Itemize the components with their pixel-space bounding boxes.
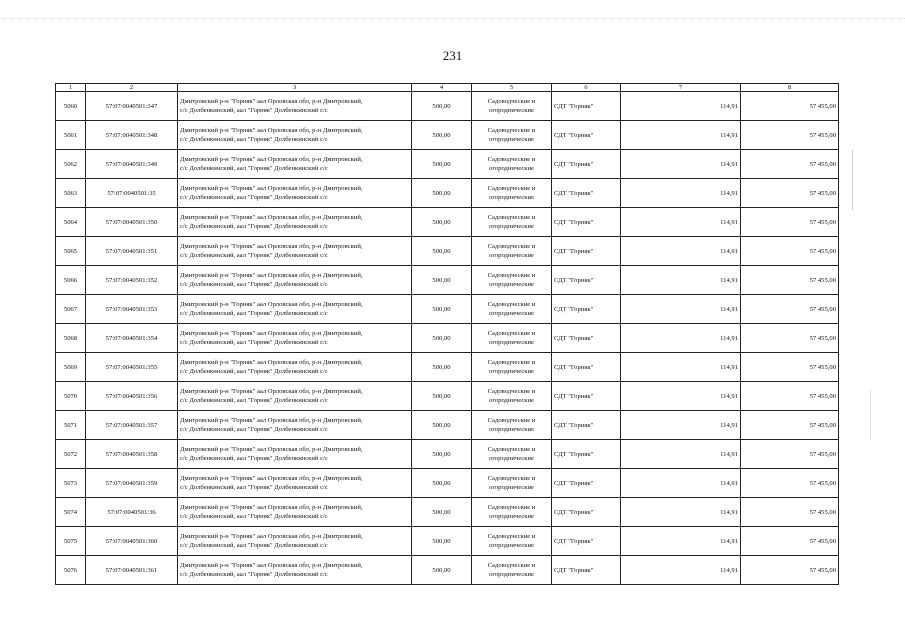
land-use-category-line1: Садоводческие и bbox=[487, 562, 536, 569]
land-use-category-line2: огороднические bbox=[489, 310, 534, 317]
plot-address bbox=[178, 150, 412, 179]
plot-address-line2: с/с Долбенкинский, аал "Горняк" Долбенкинский с/с bbox=[180, 513, 328, 520]
plot-address-line2: с/с Долбенкинский, аал "Горняк" Долбенкинский с/с bbox=[180, 107, 328, 114]
cadastral-number: 57:07:0040501:350 bbox=[86, 208, 178, 237]
record-number: 5062 bbox=[56, 150, 86, 179]
plot-area: 500,00 bbox=[412, 237, 472, 266]
land-use-category-line1: Садоводческие и bbox=[487, 330, 536, 337]
table-row bbox=[56, 353, 839, 382]
owner-name: СДТ "Горняк" bbox=[552, 295, 621, 324]
cadastral-value: 57 455,00 bbox=[741, 556, 839, 585]
cadastral-number: 57:07:0040501:355 bbox=[86, 353, 178, 382]
record-number: 5068 bbox=[56, 324, 86, 353]
scan-artifact-line bbox=[0, 18, 905, 23]
land-use-category-line1: Садоводческие и bbox=[487, 504, 536, 511]
table-row bbox=[56, 237, 839, 266]
record-number: 5067 bbox=[56, 295, 86, 324]
land-use-category bbox=[472, 440, 552, 469]
scan-artifact-mark bbox=[852, 150, 853, 210]
plot-address-line2: с/с Долбенкинский, аал "Горняк" Долбенкинский с/с bbox=[180, 310, 328, 317]
record-number: 5076 bbox=[56, 556, 86, 585]
cadastral-number: 57:07:0040501:356 bbox=[86, 382, 178, 411]
land-plot-table bbox=[55, 83, 839, 585]
plot-address bbox=[178, 92, 412, 121]
land-use-category-line1: Садоводческие и bbox=[487, 417, 536, 424]
plot-address bbox=[178, 556, 412, 585]
plot-area: 500,00 bbox=[412, 121, 472, 150]
plot-address-line1: Дмитровский р-н "Горняк" аал Орловская обл, р-н Дмитровский, bbox=[180, 417, 363, 424]
table-row bbox=[56, 92, 839, 121]
land-use-category-line1: Садоводческие и bbox=[487, 359, 536, 366]
owner-name: СДТ "Горняк" bbox=[552, 440, 621, 469]
cadastral-number: 57:07:0040501:357 bbox=[86, 411, 178, 440]
unit-price: 114,91 bbox=[621, 469, 741, 498]
owner-name: СДТ "Горняк" bbox=[552, 237, 621, 266]
plot-address-line2: с/с Долбенкинский, аал "Горняк" Долбенкинский с/с bbox=[180, 426, 328, 433]
table-row bbox=[56, 527, 839, 556]
land-use-category-line2: огороднические bbox=[489, 397, 534, 404]
record-number: 5072 bbox=[56, 440, 86, 469]
cadastral-number: 57:07:0040501:353 bbox=[86, 295, 178, 324]
owner-name: СДТ "Горняк" bbox=[552, 121, 621, 150]
land-use-category-line2: огороднические bbox=[489, 455, 534, 462]
plot-address-line1: Дмитровский р-н "Горняк" аал Орловская обл, р-н Дмитровский, bbox=[180, 127, 363, 134]
land-use-category-line1: Садоводческие и bbox=[487, 185, 536, 192]
table-body bbox=[56, 92, 839, 585]
owner-name: СДТ "Горняк" bbox=[552, 266, 621, 295]
plot-address-line2: с/с Долбенкинский, аал "Горняк" Долбенкинский с/с bbox=[180, 484, 328, 491]
plot-address-line1: Дмитровский р-н "Горняк" аал Орловская обл, р-н Дмитровский, bbox=[180, 446, 363, 453]
header-col-2: 2 bbox=[86, 84, 178, 92]
plot-area: 500,00 bbox=[412, 469, 472, 498]
plot-address bbox=[178, 382, 412, 411]
owner-name: СДТ "Горняк" bbox=[552, 498, 621, 527]
record-number: 5071 bbox=[56, 411, 86, 440]
plot-address-line2: с/с Долбенкинский, аал "Горняк" Долбенкинский с/с bbox=[180, 455, 328, 462]
land-use-category-line1: Садоводческие и bbox=[487, 98, 536, 105]
land-use-category-line2: огороднические bbox=[489, 368, 534, 375]
land-use-category-line2: огороднические bbox=[489, 165, 534, 172]
record-number: 5064 bbox=[56, 208, 86, 237]
land-use-category-line2: огороднические bbox=[489, 252, 534, 259]
land-use-category bbox=[472, 556, 552, 585]
plot-address-line2: с/с Долбенкинский, аал "Горняк" Долбенкинский с/с bbox=[180, 368, 328, 375]
plot-address bbox=[178, 208, 412, 237]
plot-area: 500,00 bbox=[412, 353, 472, 382]
plot-address bbox=[178, 266, 412, 295]
unit-price: 114,91 bbox=[621, 266, 741, 295]
plot-area: 500,00 bbox=[412, 295, 472, 324]
table-row bbox=[56, 324, 839, 353]
table-row bbox=[56, 411, 839, 440]
land-use-category bbox=[472, 324, 552, 353]
cadastral-value: 57 455,00 bbox=[741, 469, 839, 498]
plot-area: 500,00 bbox=[412, 382, 472, 411]
table-row bbox=[56, 121, 839, 150]
plot-address-line1: Дмитровский р-н "Горняк" аал Орловская обл, р-н Дмитровский, bbox=[180, 388, 363, 395]
plot-address-line2: с/с Долбенкинский, аал "Горняк" Долбенкинский с/с bbox=[180, 571, 328, 578]
unit-price: 114,91 bbox=[621, 498, 741, 527]
plot-address-line1: Дмитровский р-н "Горняк" аал Орловская обл, р-н Дмитровский, bbox=[180, 214, 363, 221]
land-use-category bbox=[472, 469, 552, 498]
cadastral-value: 57 455,00 bbox=[741, 237, 839, 266]
plot-address bbox=[178, 179, 412, 208]
unit-price: 114,91 bbox=[621, 295, 741, 324]
cadastral-number: 57:07:0040501:348 bbox=[86, 121, 178, 150]
table-row bbox=[56, 498, 839, 527]
table-row bbox=[56, 556, 839, 585]
unit-price: 114,91 bbox=[621, 527, 741, 556]
owner-name: СДТ "Горняк" bbox=[552, 179, 621, 208]
land-use-category-line2: огороднические bbox=[489, 136, 534, 143]
plot-area: 500,00 bbox=[412, 179, 472, 208]
plot-address bbox=[178, 237, 412, 266]
plot-area: 500,00 bbox=[412, 411, 472, 440]
cadastral-value: 57 455,00 bbox=[741, 266, 839, 295]
cadastral-value: 57 455,00 bbox=[741, 527, 839, 556]
cadastral-value: 57 455,00 bbox=[741, 498, 839, 527]
cadastral-number: 57:07:0040501:359 bbox=[86, 469, 178, 498]
plot-address bbox=[178, 353, 412, 382]
plot-address-line2: с/с Долбенкинский, аал "Горняк" Долбенкинский с/с bbox=[180, 397, 328, 404]
plot-address-line1: Дмитровский р-н "Горняк" аал Орловская обл, р-н Дмитровский, bbox=[180, 272, 363, 279]
plot-address-line1: Дмитровский р-н "Горняк" аал Орловская обл, р-н Дмитровский, bbox=[180, 185, 363, 192]
plot-area: 500,00 bbox=[412, 150, 472, 179]
owner-name: СДТ "Горняк" bbox=[552, 556, 621, 585]
land-use-category-line1: Садоводческие и bbox=[487, 243, 536, 250]
header-col-4: 4 bbox=[412, 84, 472, 92]
land-use-category bbox=[472, 382, 552, 411]
table-row bbox=[56, 150, 839, 179]
unit-price: 114,91 bbox=[621, 237, 741, 266]
plot-address-line2: с/с Долбенкинский, аал "Горняк" Долбенкинский с/с bbox=[180, 223, 328, 230]
plot-area: 500,00 bbox=[412, 498, 472, 527]
cadastral-number: 57:07:0040501:360 bbox=[86, 527, 178, 556]
land-use-category-line1: Садоводческие и bbox=[487, 388, 536, 395]
record-number: 5073 bbox=[56, 469, 86, 498]
record-number: 5061 bbox=[56, 121, 86, 150]
land-use-category bbox=[472, 353, 552, 382]
cadastral-value: 57 455,00 bbox=[741, 382, 839, 411]
table-row bbox=[56, 440, 839, 469]
owner-name: СДТ "Горняк" bbox=[552, 353, 621, 382]
cadastral-number: 57:07:0040501:347 bbox=[86, 92, 178, 121]
cadastral-value: 57 455,00 bbox=[741, 179, 839, 208]
unit-price: 114,91 bbox=[621, 440, 741, 469]
record-number: 5070 bbox=[56, 382, 86, 411]
cadastral-value: 57 455,00 bbox=[741, 324, 839, 353]
land-use-category-line2: огороднические bbox=[489, 426, 534, 433]
cadastral-value: 57 455,00 bbox=[741, 353, 839, 382]
unit-price: 114,91 bbox=[621, 556, 741, 585]
owner-name: СДТ "Горняк" bbox=[552, 92, 621, 121]
header-col-5: 5 bbox=[472, 84, 552, 92]
cadastral-number: 57:07:0040501:349 bbox=[86, 150, 178, 179]
unit-price: 114,91 bbox=[621, 324, 741, 353]
header-col-1: 1 bbox=[56, 84, 86, 92]
land-use-category bbox=[472, 92, 552, 121]
land-use-category-line2: огороднические bbox=[489, 513, 534, 520]
land-use-category bbox=[472, 208, 552, 237]
land-use-category bbox=[472, 237, 552, 266]
plot-area: 500,00 bbox=[412, 324, 472, 353]
plot-address-line1: Дмитровский р-н "Горняк" аал Орловская обл, р-н Дмитровский, bbox=[180, 562, 363, 569]
header-row bbox=[56, 84, 839, 92]
plot-area: 500,00 bbox=[412, 527, 472, 556]
plot-address-line2: с/с Долбенкинский, аал "Горняк" Долбенкинский с/с bbox=[180, 252, 328, 259]
unit-price: 114,91 bbox=[621, 208, 741, 237]
plot-address-line1: Дмитровский р-н "Горняк" аал Орловская обл, р-н Дмитровский, bbox=[180, 330, 363, 337]
header-col-7: 7 bbox=[621, 84, 741, 92]
header-col-6: 6 bbox=[552, 84, 621, 92]
land-use-category-line2: огороднические bbox=[489, 281, 534, 288]
land-use-category-line1: Садоводческие и bbox=[487, 301, 536, 308]
plot-address bbox=[178, 527, 412, 556]
unit-price: 114,91 bbox=[621, 179, 741, 208]
cadastral-value: 57 455,00 bbox=[741, 295, 839, 324]
owner-name: СДТ "Горняк" bbox=[552, 324, 621, 353]
land-use-category-line1: Садоводческие и bbox=[487, 533, 536, 540]
plot-area: 500,00 bbox=[412, 266, 472, 295]
record-number: 5065 bbox=[56, 237, 86, 266]
record-number: 5075 bbox=[56, 527, 86, 556]
plot-area: 500,00 bbox=[412, 92, 472, 121]
cadastral-value: 57 455,00 bbox=[741, 411, 839, 440]
land-use-category bbox=[472, 498, 552, 527]
plot-address bbox=[178, 121, 412, 150]
owner-name: СДТ "Горняк" bbox=[552, 411, 621, 440]
plot-address-line2: с/с Долбенкинский, аал "Горняк" Долбенкинский с/с bbox=[180, 165, 328, 172]
land-use-category-line1: Садоводческие и bbox=[487, 156, 536, 163]
unit-price: 114,91 bbox=[621, 382, 741, 411]
owner-name: СДТ "Горняк" bbox=[552, 150, 621, 179]
plot-address-line1: Дмитровский р-н "Горняк" аал Орловская обл, р-н Дмитровский, bbox=[180, 243, 363, 250]
land-use-category-line2: огороднические bbox=[489, 107, 534, 114]
cadastral-value: 57 455,00 bbox=[741, 150, 839, 179]
land-use-category bbox=[472, 411, 552, 440]
cadastral-value: 57 455,00 bbox=[741, 121, 839, 150]
plot-area: 500,00 bbox=[412, 440, 472, 469]
record-number: 5074 bbox=[56, 498, 86, 527]
unit-price: 114,91 bbox=[621, 121, 741, 150]
plot-area: 500,00 bbox=[412, 556, 472, 585]
owner-name: СДТ "Горняк" bbox=[552, 527, 621, 556]
scan-artifact-mark bbox=[870, 390, 871, 440]
land-use-category-line1: Садоводческие и bbox=[487, 446, 536, 453]
plot-address-line2: с/с Долбенкинский, аал "Горняк" Долбенкинский с/с bbox=[180, 542, 328, 549]
unit-price: 114,91 bbox=[621, 353, 741, 382]
plot-address-line2: с/с Долбенкинский, аал "Горняк" Долбенкинский с/с bbox=[180, 281, 328, 288]
plot-address-line1: Дмитровский р-н "Горняк" аал Орловская обл, р-н Дмитровский, bbox=[180, 475, 363, 482]
land-use-category-line2: огороднические bbox=[489, 542, 534, 549]
land-use-category-line2: огороднические bbox=[489, 484, 534, 491]
table-header bbox=[56, 84, 839, 92]
plot-address bbox=[178, 324, 412, 353]
land-use-category bbox=[472, 179, 552, 208]
table-row bbox=[56, 179, 839, 208]
land-use-category-line2: огороднические bbox=[489, 194, 534, 201]
cadastral-number: 57:07:0040501:361 bbox=[86, 556, 178, 585]
unit-price: 114,91 bbox=[621, 150, 741, 179]
land-use-category-line1: Садоводческие и bbox=[487, 475, 536, 482]
land-use-category bbox=[472, 150, 552, 179]
cadastral-number: 57:07:0040501:354 bbox=[86, 324, 178, 353]
table-row bbox=[56, 266, 839, 295]
cadastral-number: 57:07:0040501:358 bbox=[86, 440, 178, 469]
table-row bbox=[56, 382, 839, 411]
table-row bbox=[56, 208, 839, 237]
record-number: 5069 bbox=[56, 353, 86, 382]
plot-address bbox=[178, 469, 412, 498]
land-use-category-line1: Садоводческие и bbox=[487, 214, 536, 221]
land-use-category bbox=[472, 527, 552, 556]
cadastral-number: 57:07:0040501:35 bbox=[86, 179, 178, 208]
header-col-3: 3 bbox=[178, 84, 412, 92]
table-row bbox=[56, 469, 839, 498]
owner-name: СДТ "Горняк" bbox=[552, 382, 621, 411]
plot-address bbox=[178, 411, 412, 440]
plot-address-line1: Дмитровский р-н "Горняк" аал Орловская обл, р-н Дмитровский, bbox=[180, 533, 363, 540]
unit-price: 114,91 bbox=[621, 411, 741, 440]
land-use-category-line2: огороднические bbox=[489, 339, 534, 346]
plot-address-line1: Дмитровский р-н "Горняк" аал Орловская обл, р-н Дмитровский, bbox=[180, 156, 363, 163]
land-use-category-line1: Садоводческие и bbox=[487, 127, 536, 134]
plot-address-line2: с/с Долбенкинский, аал "Горняк" Долбенкинский с/с bbox=[180, 136, 328, 143]
record-number: 5066 bbox=[56, 266, 86, 295]
cadastral-value: 57 455,00 bbox=[741, 208, 839, 237]
table-row bbox=[56, 295, 839, 324]
land-use-category bbox=[472, 266, 552, 295]
land-use-category bbox=[472, 295, 552, 324]
owner-name: СДТ "Горняк" bbox=[552, 469, 621, 498]
plot-address-line1: Дмитровский р-н "Горняк" аал Орловская обл, р-н Дмитровский, bbox=[180, 301, 363, 308]
land-use-category bbox=[472, 121, 552, 150]
plot-address-line2: с/с Долбенкинский, аал "Горняк" Долбенкинский с/с bbox=[180, 339, 328, 346]
plot-address bbox=[178, 498, 412, 527]
plot-address-line2: с/с Долбенкинский, аал "Горняк" Долбенкинский с/с bbox=[180, 194, 328, 201]
page-number: 231 bbox=[442, 48, 463, 63]
record-number: 5063 bbox=[56, 179, 86, 208]
cadastral-value: 57 455,00 bbox=[741, 92, 839, 121]
plot-address bbox=[178, 440, 412, 469]
header-col-8: 8 bbox=[741, 84, 839, 92]
land-use-category-line1: Садоводческие и bbox=[487, 272, 536, 279]
land-use-category-line2: огороднические bbox=[489, 571, 534, 578]
unit-price: 114,91 bbox=[621, 92, 741, 121]
cadastral-number: 57:07:0040501:352 bbox=[86, 266, 178, 295]
plot-address-line1: Дмитровский р-н "Горняк" аал Орловская обл, р-н Дмитровский, bbox=[180, 504, 363, 511]
owner-name: СДТ "Горняк" bbox=[552, 208, 621, 237]
cadastral-value: 57 455,00 bbox=[741, 440, 839, 469]
cadastral-number: 57:07:0040501:36 bbox=[86, 498, 178, 527]
land-use-category-line2: огороднические bbox=[489, 223, 534, 230]
plot-address bbox=[178, 295, 412, 324]
plot-address-line1: Дмитровский р-н "Горняк" аал Орловская обл, р-н Дмитровский, bbox=[180, 98, 363, 105]
plot-area: 500,00 bbox=[412, 208, 472, 237]
plot-address-line1: Дмитровский р-н "Горняк" аал Орловская обл, р-н Дмитровский, bbox=[180, 359, 363, 366]
record-number: 5060 bbox=[56, 92, 86, 121]
cadastral-number: 57:07:0040501:351 bbox=[86, 237, 178, 266]
